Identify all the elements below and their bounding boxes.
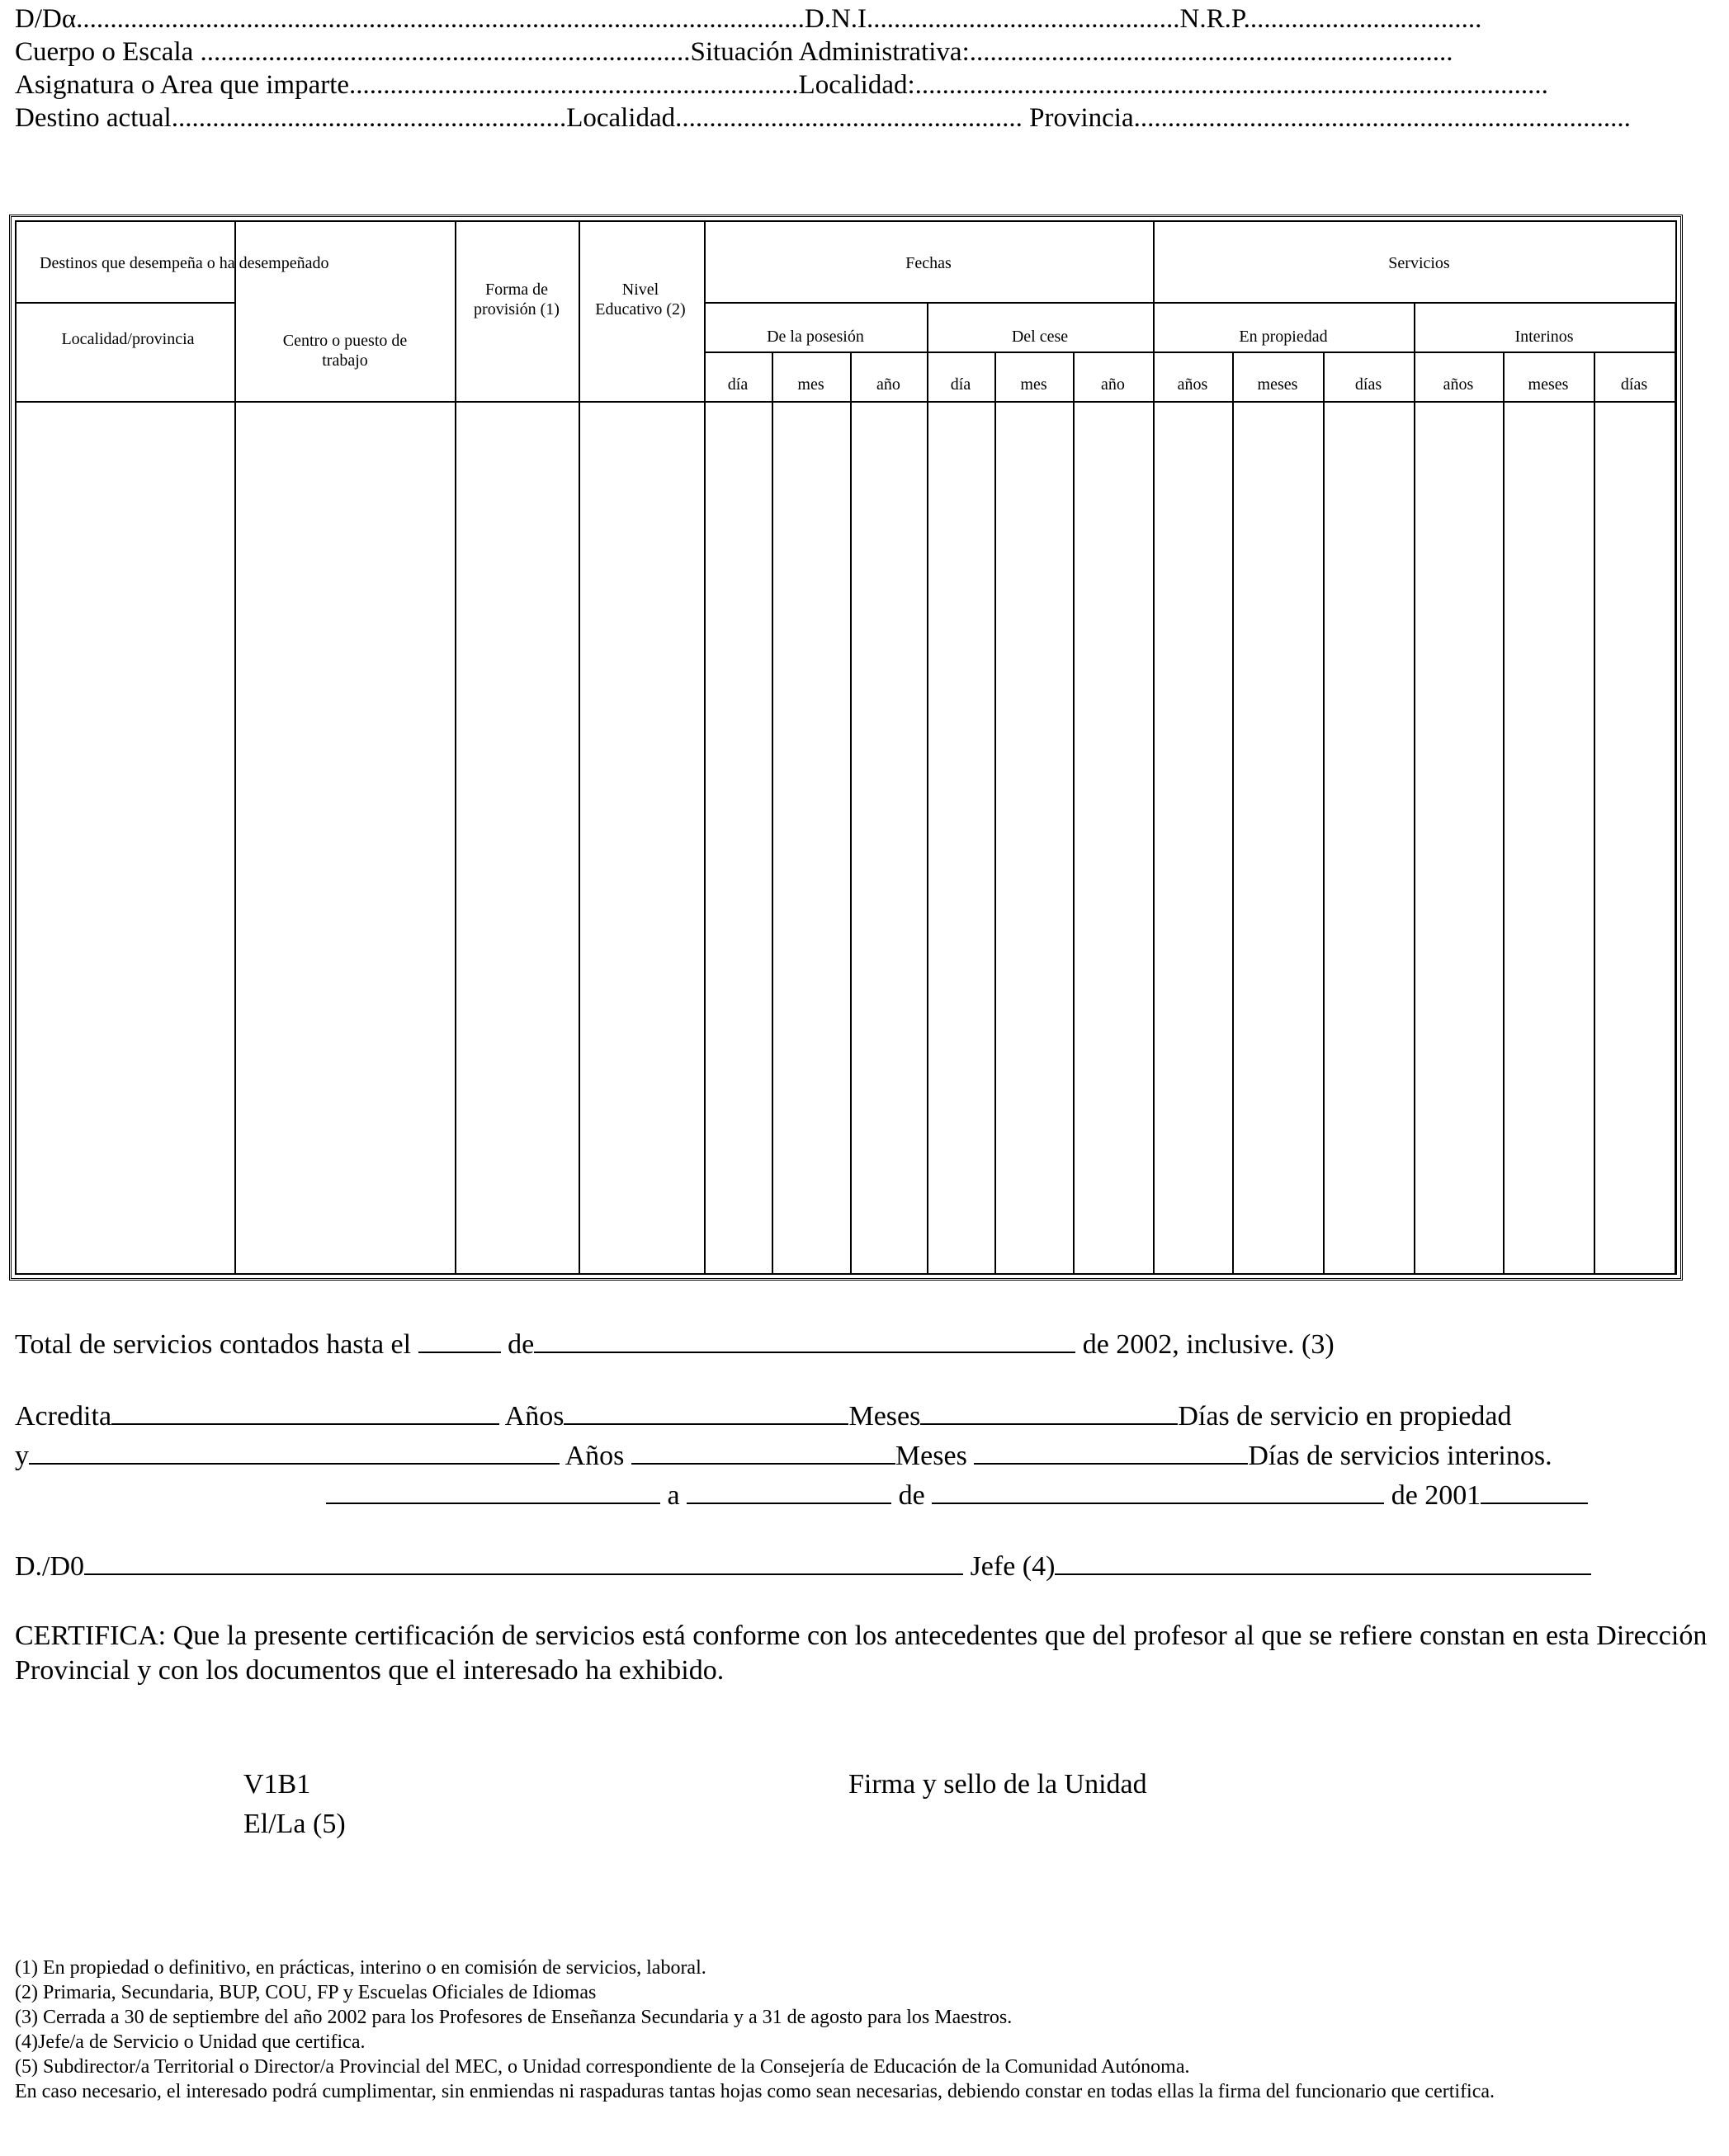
header-line-4 bbox=[15, 101, 1631, 134]
acredita-line bbox=[15, 1397, 1511, 1434]
col-divider bbox=[579, 222, 580, 1273]
day-field[interactable] bbox=[687, 1476, 891, 1504]
col-divider bbox=[1675, 302, 1676, 1273]
sub-header: mes bbox=[797, 375, 824, 394]
total-de: de bbox=[508, 1329, 535, 1360]
y-field[interactable] bbox=[29, 1437, 560, 1465]
ella-label: El/La (5) bbox=[243, 1809, 346, 1839]
sub-header: año bbox=[1101, 375, 1125, 394]
servicios-table-inner bbox=[15, 220, 1677, 1275]
row-divider bbox=[704, 302, 1675, 304]
meses2-field[interactable] bbox=[974, 1437, 1248, 1465]
provincia-label: Provincia bbox=[1022, 103, 1134, 133]
footnote-5: (5) Subdirector/a Territorial o Director/a Provincial del MEC, o Unidad correspondiente de la Consejería de Educación de la Comunidad Autónoma. bbox=[15, 2056, 1190, 2078]
firma-label: Firma y sello de la Unidad bbox=[848, 1769, 1147, 1800]
certifica-text: CERTIFICA: Que la presente certificación de servicios está conforme con los antecedentes que del profesor al que se refiere constan en esta Dirección Provincial y con los documentos que el interesado ha exhibido. bbox=[15, 1621, 1708, 1686]
col-divider bbox=[1232, 351, 1234, 1273]
centro-header: Centro o puesto de trabajo bbox=[282, 332, 408, 370]
de-label: de bbox=[898, 1480, 925, 1511]
col-divider bbox=[927, 302, 928, 1273]
col-divider bbox=[1503, 351, 1505, 1273]
posesion-header: De la posesión bbox=[767, 328, 864, 346]
nivel-header: Nivel Educativo (2) bbox=[595, 281, 686, 318]
meses-label: Meses bbox=[848, 1401, 921, 1432]
sub-header: mes bbox=[1020, 375, 1047, 394]
dd0-label: D./D0 bbox=[15, 1551, 85, 1582]
sub-header: día bbox=[950, 375, 971, 394]
destino-label: Destino actual bbox=[15, 103, 172, 133]
jefe-field[interactable] bbox=[1055, 1547, 1591, 1575]
col-divider bbox=[850, 351, 852, 1273]
year-suffix-field[interactable] bbox=[1481, 1476, 1588, 1504]
header-bottom-line bbox=[17, 401, 1675, 403]
vb-label: V1B1 bbox=[243, 1769, 311, 1800]
de2001-label: de 2001 bbox=[1391, 1480, 1481, 1511]
col-divider bbox=[1323, 351, 1325, 1273]
col-divider bbox=[234, 222, 236, 1273]
sub-header: años bbox=[1443, 375, 1474, 394]
dias-int-label: Días de servicios interinos. bbox=[1248, 1441, 1552, 1471]
total-line bbox=[15, 1325, 1335, 1362]
acredita-field[interactable] bbox=[111, 1397, 499, 1425]
interinos-header: Interinos bbox=[1514, 328, 1574, 346]
col-divider bbox=[772, 351, 773, 1273]
localidad-leader-1[interactable]: ............................................................................................. bbox=[914, 70, 1548, 100]
footnote-3: (3) Cerrada a 30 de septiembre del año 2002 para los Profesores de Enseñanza Secundaria y a 31 de agosto para los Maestros. bbox=[15, 2007, 1013, 2028]
dias-prop-label: Días de servicio en propiedad bbox=[1178, 1401, 1512, 1432]
sub-header: años bbox=[1177, 375, 1208, 394]
anos-label: Años bbox=[504, 1401, 565, 1432]
jefe-label: Jefe (4) bbox=[970, 1551, 1056, 1582]
nrp-label: N.R.P. bbox=[1179, 4, 1250, 34]
total-month-field[interactable] bbox=[534, 1325, 1075, 1353]
sub-header: meses bbox=[1257, 375, 1298, 394]
total-year-text: de 2002, inclusive. (3) bbox=[1082, 1329, 1335, 1360]
col-divider bbox=[455, 222, 456, 1273]
localidad-leader-2[interactable]: ................................................... bbox=[675, 103, 1023, 133]
col-divider bbox=[1414, 302, 1415, 1273]
sub-header: meses bbox=[1528, 375, 1569, 394]
sub-header: días bbox=[1354, 375, 1382, 394]
localidad-label-2: Localidad bbox=[566, 103, 676, 133]
footnote-2: (2) Primaria, Secundaria, BUP, COU, FP y Escuelas Oficiales de Idiomas bbox=[15, 1982, 597, 2003]
dd0-field[interactable] bbox=[84, 1547, 963, 1575]
col-divider bbox=[1073, 351, 1075, 1273]
cese-header: Del cese bbox=[1011, 328, 1069, 346]
propiedad-header: En propiedad bbox=[1239, 328, 1328, 346]
localidad-label-1: Localidad: bbox=[798, 70, 915, 100]
servicios-table bbox=[9, 215, 1683, 1281]
acredita-label: Acredita bbox=[15, 1401, 112, 1432]
footnote-1: (1) En propiedad o definitivo, en prácticas, interino o en comisión de servicios, laboral. bbox=[15, 1957, 706, 1979]
a-label: a bbox=[667, 1480, 680, 1511]
date-line bbox=[326, 1476, 1588, 1513]
destino-leader[interactable]: .......................................................... bbox=[171, 103, 567, 133]
dni-label: D.N.I. bbox=[804, 4, 874, 34]
anos2-label: Años bbox=[565, 1441, 625, 1471]
nrp-leader[interactable]: .................................. bbox=[1250, 4, 1482, 34]
place-field[interactable] bbox=[326, 1476, 660, 1504]
sub-header: días bbox=[1620, 375, 1648, 394]
cuerpo-label: Cuerpo o Escala bbox=[15, 37, 201, 67]
cuerpo-leader[interactable]: ........................................................................ bbox=[200, 37, 691, 67]
month-field[interactable] bbox=[932, 1476, 1384, 1504]
header-line-2 bbox=[15, 35, 1453, 68]
footnote-4: (4)Jefe/a de Servicio o Unidad que certifica. bbox=[15, 2031, 366, 2053]
col-divider bbox=[1594, 351, 1595, 1273]
sub-header: día bbox=[727, 375, 749, 394]
y-line bbox=[15, 1437, 1552, 1474]
fechas-header: Fechas bbox=[905, 254, 952, 272]
total-label: Total de servicios contados hasta el bbox=[15, 1329, 412, 1360]
row-divider bbox=[17, 302, 234, 304]
footnote-6: En caso necesario, el interesado podrá cumplimentar, sin enmiendas ni raspaduras tantas hojas como sean necesarias, debiendo constar en todas ellas la firma del funcionario que certifica. bbox=[15, 2081, 1495, 2102]
provincia-leader[interactable]: ......................................................................... bbox=[1133, 103, 1631, 133]
asignatura-label: Asignatura o Area que imparte bbox=[15, 70, 350, 100]
row-divider bbox=[704, 351, 1675, 353]
dda-label: D/Dα bbox=[15, 4, 77, 34]
anos-field[interactable] bbox=[564, 1397, 848, 1425]
header-line-3 bbox=[15, 68, 1548, 101]
y-label: y bbox=[15, 1441, 29, 1471]
asignatura-leader[interactable]: .................................................................. bbox=[349, 70, 799, 100]
localidad-header: Localidad/provincia bbox=[61, 330, 195, 348]
servicios-header: Servicios bbox=[1388, 254, 1450, 272]
forma-header: Forma de provisión (1) bbox=[474, 281, 560, 318]
sub-header: año bbox=[876, 375, 900, 394]
total-day-field[interactable] bbox=[418, 1325, 501, 1353]
destinos-header: Destinos que desempeña o ha desempeñado bbox=[40, 254, 329, 272]
jefe-line bbox=[15, 1547, 1591, 1584]
dni-leader[interactable]: ............................................. bbox=[873, 4, 1180, 34]
situacion-label: Situación Administrativa: bbox=[690, 37, 970, 67]
anos2-field[interactable] bbox=[631, 1437, 895, 1465]
meses2-label: Meses bbox=[895, 1441, 967, 1471]
dda-leader[interactable]: ........................................................................................................... bbox=[76, 4, 805, 34]
meses-field[interactable] bbox=[920, 1397, 1178, 1425]
header-line-1 bbox=[15, 2, 1481, 35]
col-divider bbox=[994, 351, 996, 1273]
situacion-leader[interactable]: ....................................................................... bbox=[969, 37, 1453, 67]
